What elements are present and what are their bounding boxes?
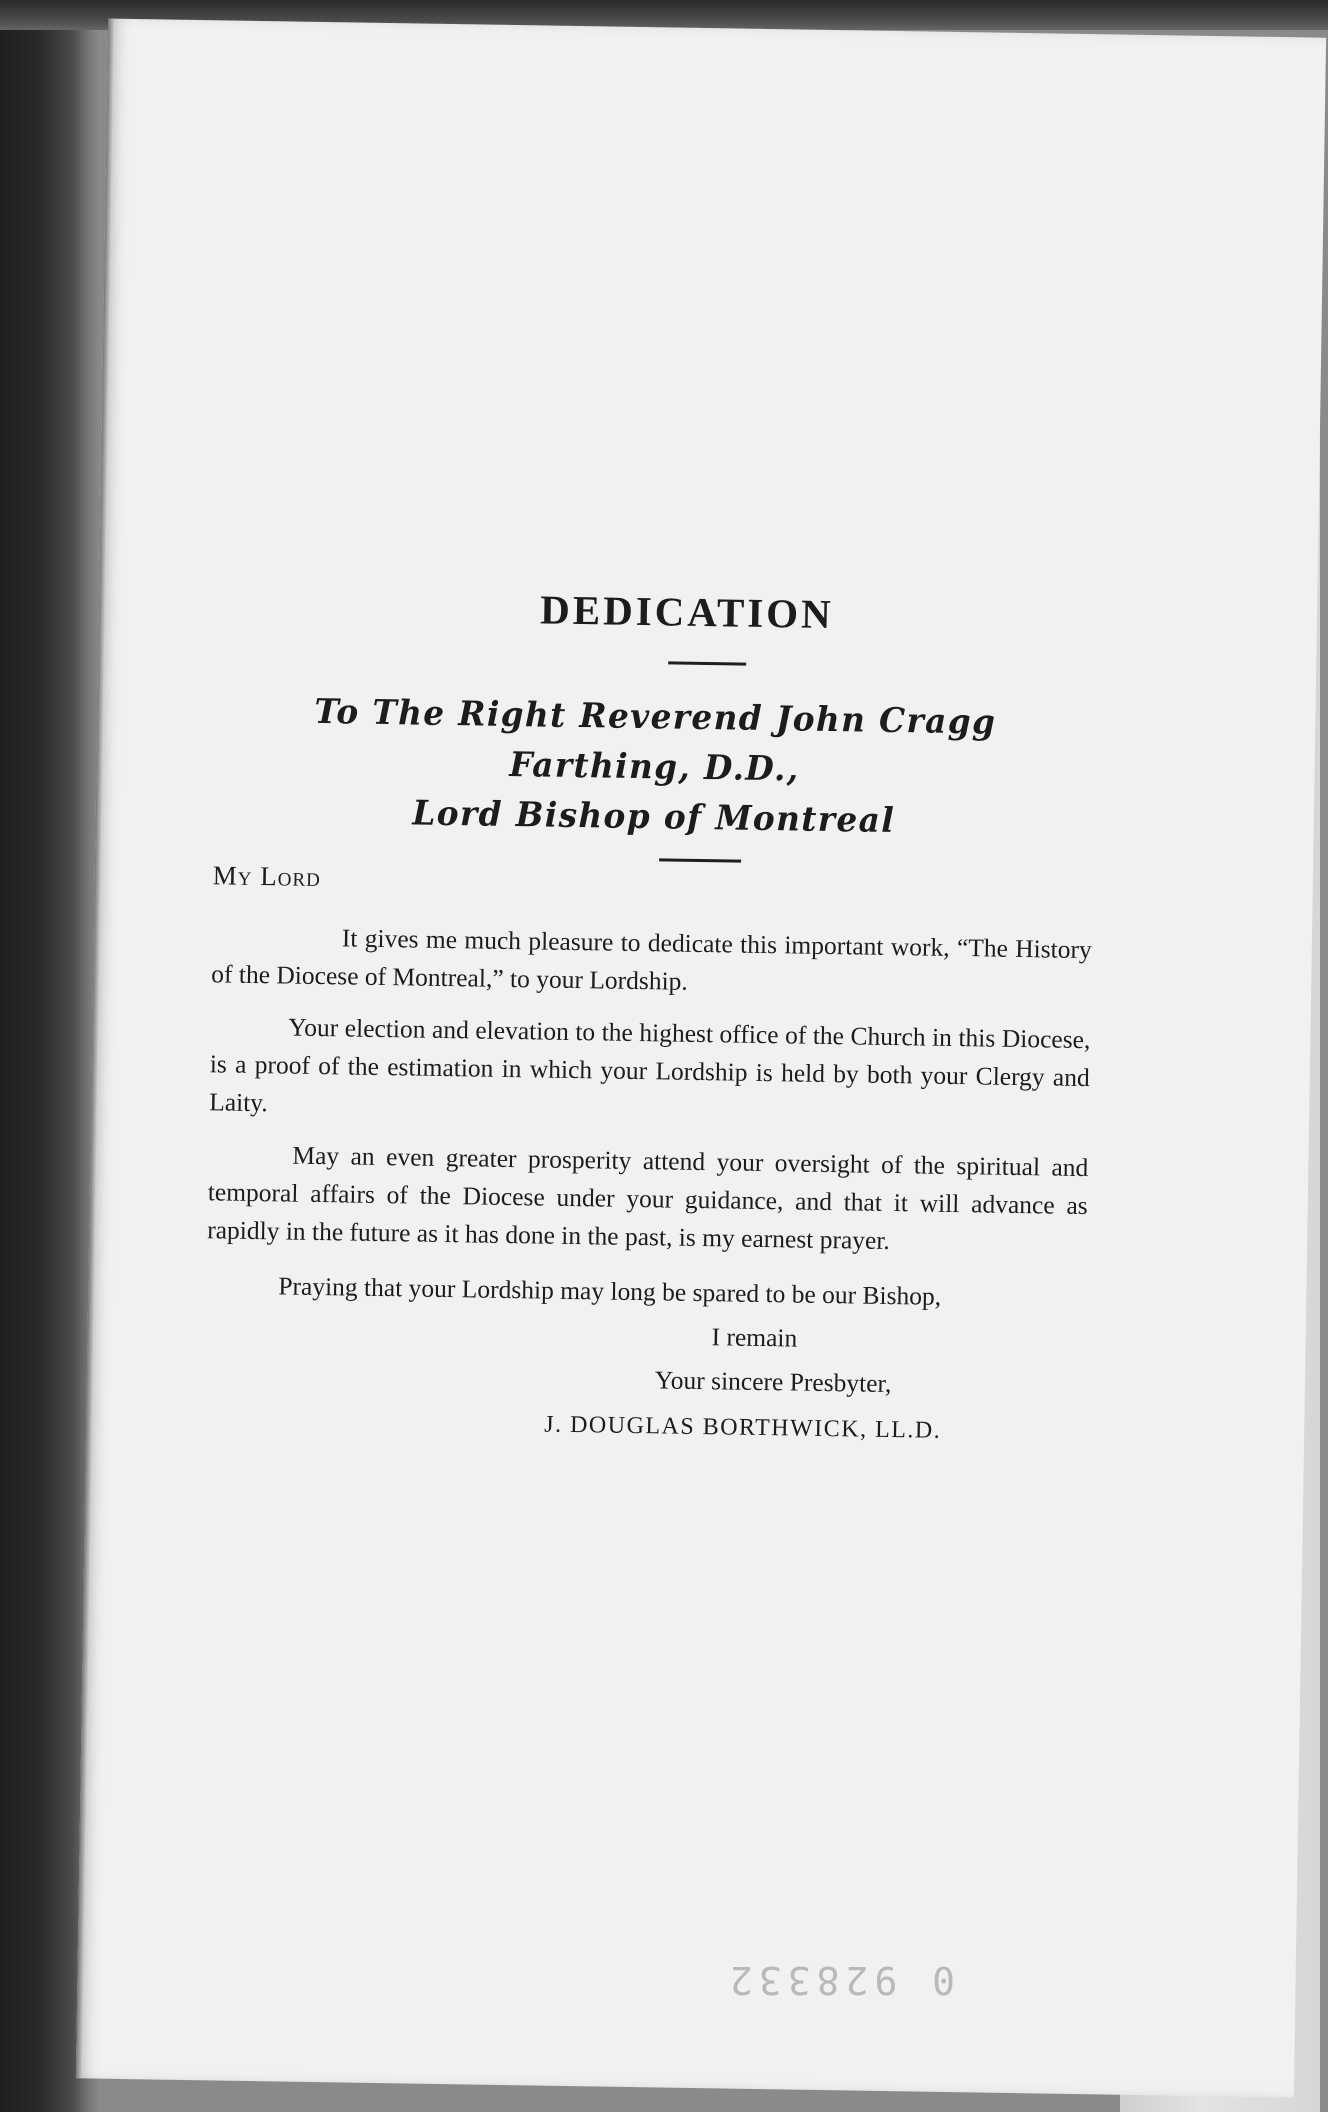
archive-stamp: 0 928332 [724,1958,956,2002]
signature: J. DOUGLAS BORTHWICK, LL.D. [544,1411,942,1444]
closing-block [204,1263,1087,1457]
paragraph-1: It gives me much pleasure to dedicate this important work, “The History of the Diocese of Montreal,” to your Lordship. [211,923,1092,996]
addressee-line-1: To The Right Reverend John Cragg Farthing, D.D., [314,691,997,790]
paragraph-3: May an even greater prosperity attend your oversight of the spiritual and temporal affairs of the Diocese under your guidance, and that it will advance as rapidly in the future as it has done in the past, is my earnest prayer. [207,1140,1089,1255]
paragraph-2: Your election and elevation to the highest office of the Church in this Diocese, is a proof of the estimation in which your Lordship is held by both your Clergy and Laity. [209,1012,1091,1118]
salutation: My Lord [212,860,322,893]
closing-praying: Praying that your Lordship may long be spared to be our Bishop, [278,1271,942,1311]
book-page [76,19,1326,2098]
title-rule [668,661,746,665]
addressee-rule [659,858,741,862]
dedication-content [204,580,1097,1457]
closing-remain: I remain [711,1322,798,1353]
addressee-line-2: Lord Bishop of Montreal [412,793,896,842]
page-title: DEDICATION [539,586,835,638]
binding-edge [76,19,114,2079]
closing-presbyter: Your sincere Presbyter, [654,1365,892,1399]
